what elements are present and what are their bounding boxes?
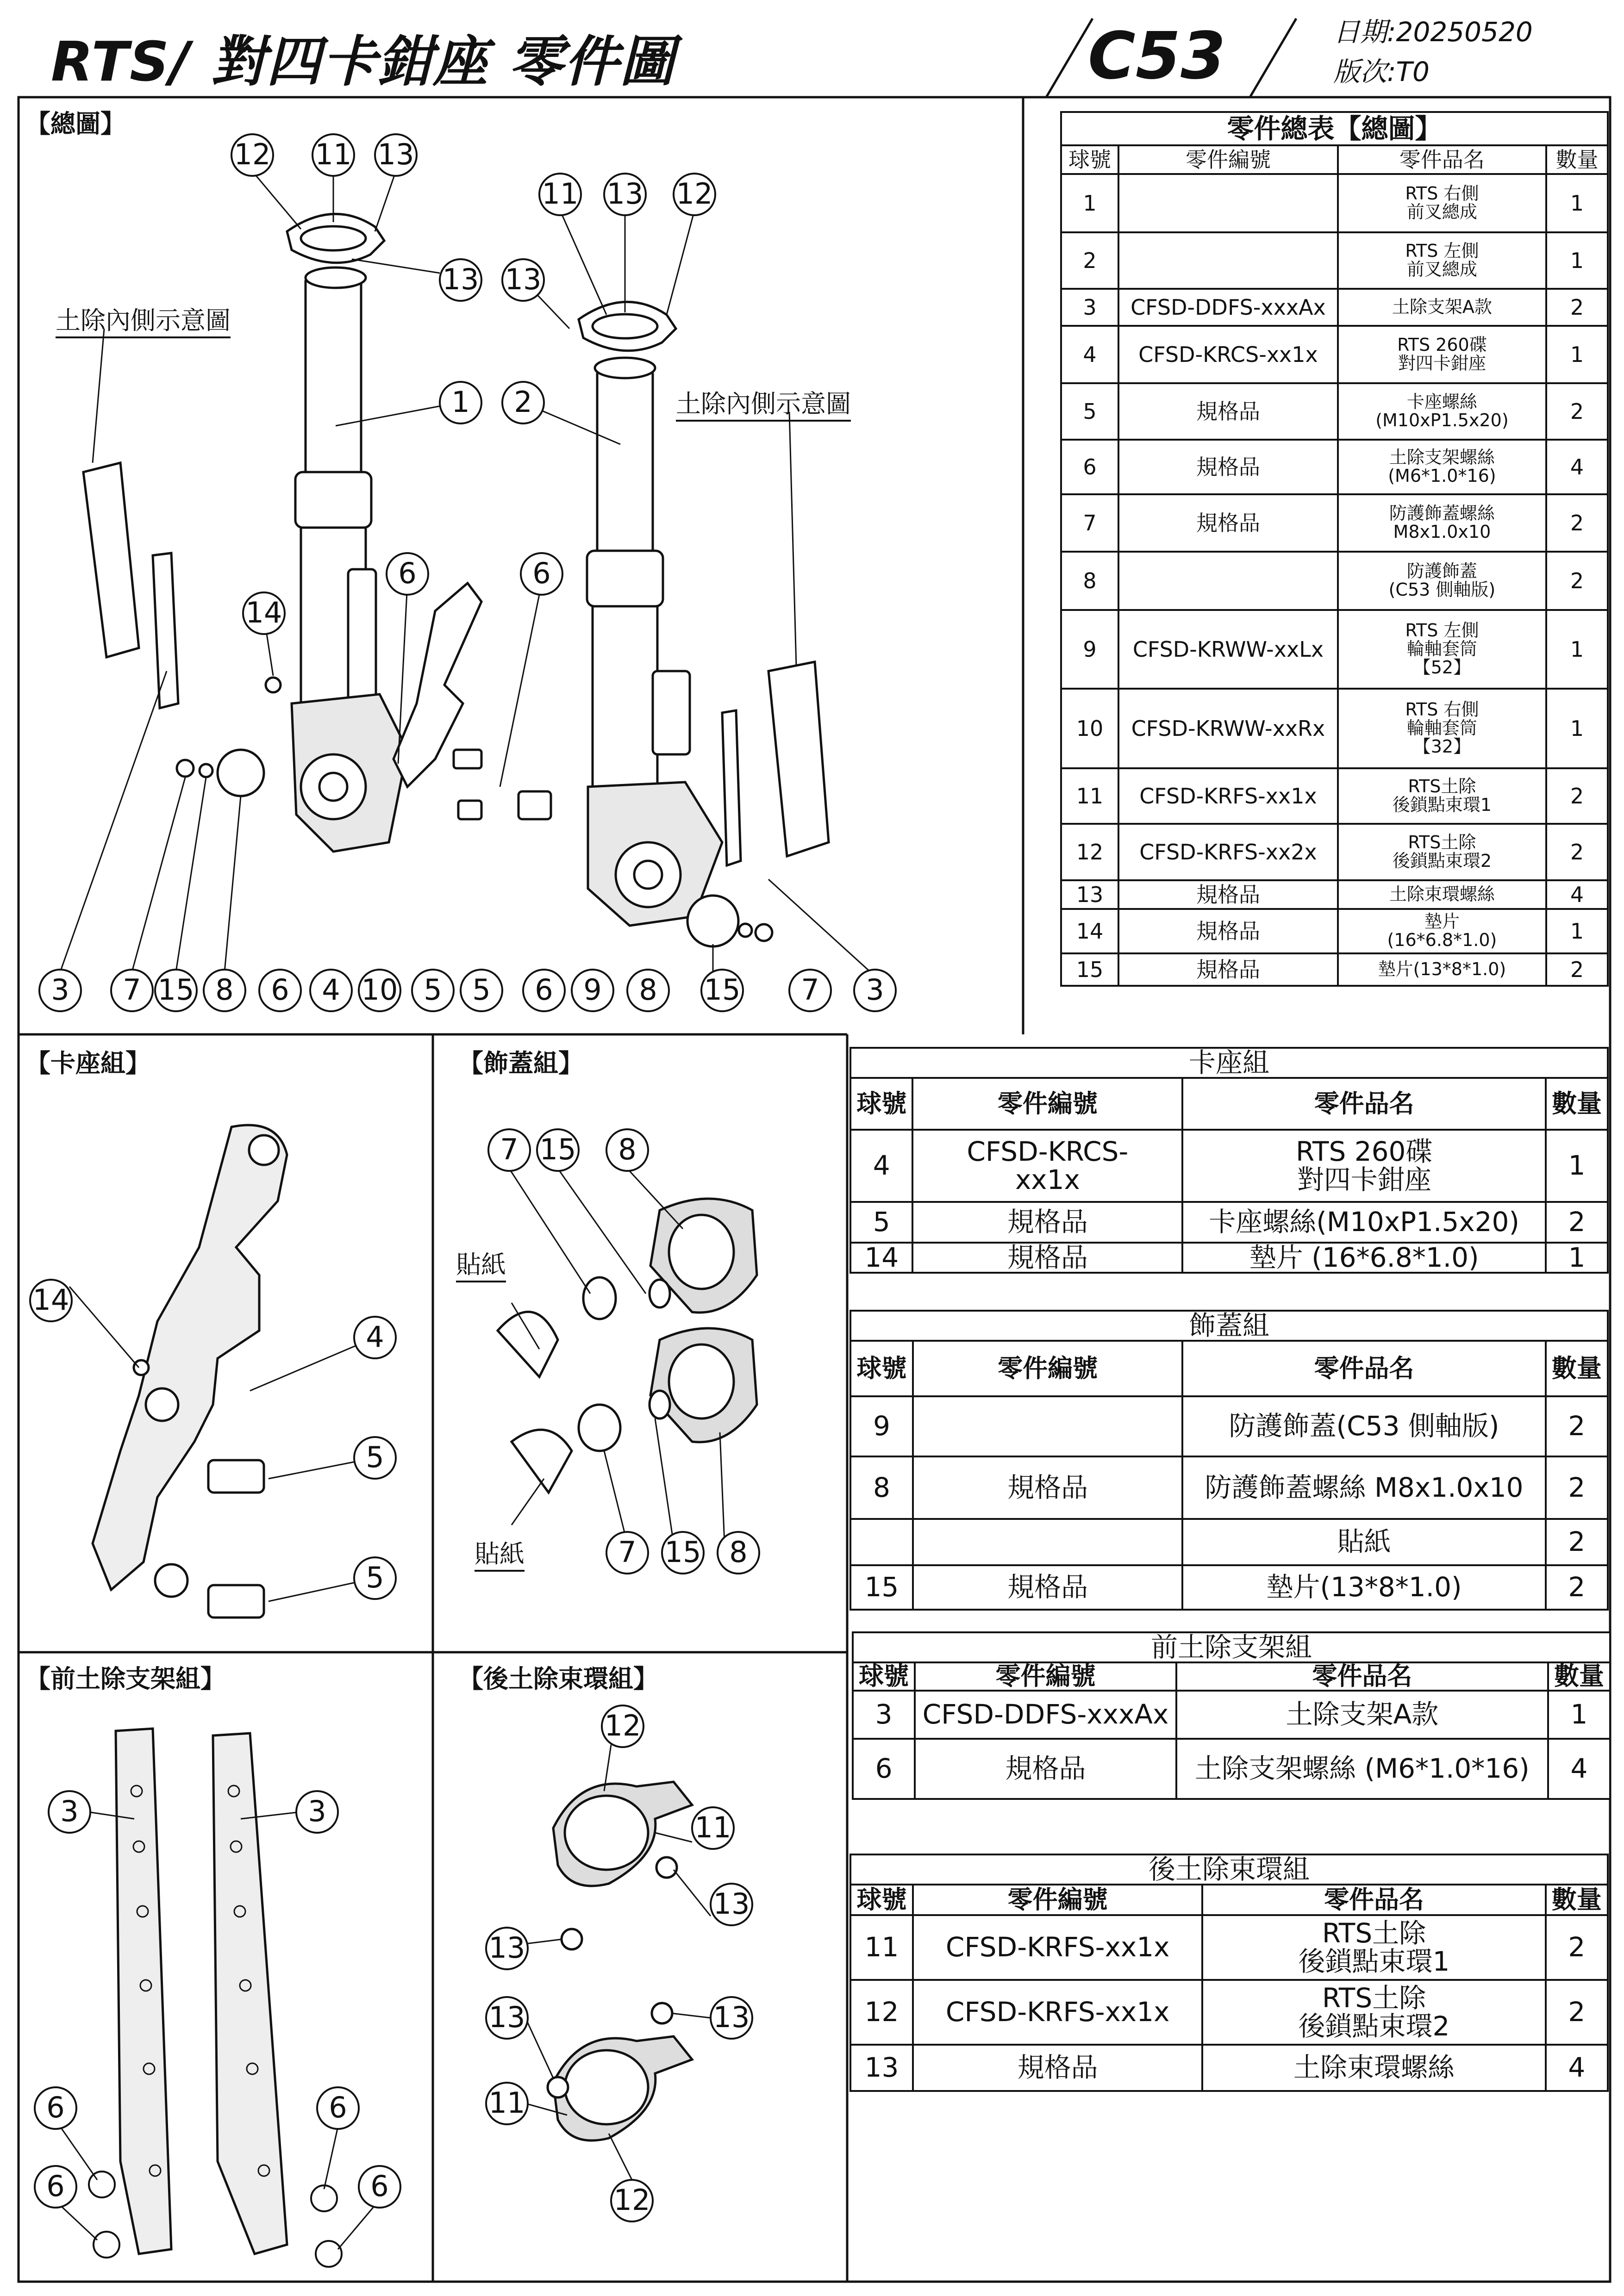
table-cell: 規格品 [915, 1739, 1176, 1799]
model-code: C53 [1088, 19, 1226, 94]
table-cell: RTS土除 後鎖點束環2 [1338, 824, 1546, 880]
callout-6: 6 [532, 556, 551, 590]
callout-12: 12 [676, 177, 713, 211]
table-row [1061, 824, 1608, 880]
callout-1: 1 [451, 385, 470, 419]
table-cell: 墊片(13*8*1.0) [1182, 1565, 1545, 1610]
table-cell: 13 [850, 2045, 913, 2091]
table-row [850, 1519, 1608, 1565]
callout-13: 13 [606, 177, 643, 211]
main-table-body [1061, 174, 1608, 986]
table-cell: 2 [1546, 552, 1608, 610]
callout-9: 9 [583, 973, 602, 1007]
table-cell: 14 [1061, 909, 1118, 953]
callout-13: 13 [377, 137, 414, 171]
table-row [850, 1396, 1608, 1456]
table-cell: 14 [850, 1243, 912, 1273]
callout-13: 13 [442, 262, 479, 296]
table-cell: 規格品 [913, 1456, 1183, 1519]
table-cell: 4 [1546, 2045, 1608, 2091]
callout-12: 12 [234, 137, 271, 171]
version-line: 版次:T0 [1333, 56, 1430, 87]
table-cell: 2 [1546, 383, 1608, 440]
table-cell: 6 [1061, 440, 1118, 494]
table-cell: CFSD-KRWW-xxRx [1118, 689, 1338, 768]
table-row [850, 1565, 1608, 1610]
column-header: 球號 [853, 1662, 915, 1691]
column-header: 零件品名 [1202, 1885, 1545, 1915]
cover-parts-table [849, 1310, 1609, 1611]
table-cell [1118, 174, 1338, 232]
table-cell: RTS 260碟 對四卡鉗座 [1338, 326, 1546, 383]
table-cell: 2 [1546, 768, 1608, 824]
table-row [1061, 440, 1608, 494]
callout-10: 10 [361, 973, 398, 1007]
table-cell: RTS 左側 前叉總成 [1338, 232, 1546, 289]
callout-3: 3 [60, 1794, 79, 1828]
column-header: 數量 [1546, 1885, 1608, 1915]
table-cell: 2 [1546, 1565, 1608, 1610]
table-row [1061, 610, 1608, 689]
table-cell: 防護飾蓋(C53 側軸版) [1182, 1396, 1545, 1456]
callout-11: 11 [694, 1811, 731, 1844]
table-cell: CFSD-KRCS-xx1x [1118, 326, 1338, 383]
table-cell: 8 [1061, 552, 1118, 610]
table-cell: RTS 右側 前叉總成 [1338, 174, 1546, 232]
table-cell: 規格品 [1118, 440, 1338, 494]
callout-13: 13 [488, 1931, 525, 1965]
column-header: 數量 [1546, 1078, 1608, 1130]
table-row [850, 2045, 1608, 2091]
column-header: 零件編號 [913, 1341, 1183, 1396]
table-cell: 2 [1546, 953, 1608, 986]
table-cell [850, 1519, 913, 1565]
table-cell: 卡座螺絲 (M10xP1.5x20) [1338, 383, 1546, 440]
table-cell: 11 [1061, 768, 1118, 824]
callout-14: 14 [245, 596, 282, 629]
callout-7: 7 [500, 1132, 518, 1166]
table-row [1061, 953, 1608, 986]
table-cell: CFSD-DDFS-xxxAx [1118, 289, 1338, 326]
table-cell: 1 [1546, 326, 1608, 383]
table-cell: 1 [1546, 610, 1608, 689]
table-cell: RTS土除 後鎖點束環2 [1202, 1980, 1545, 2045]
column-header: 零件品名 [1176, 1662, 1548, 1691]
table-caption: 飾蓋組 [850, 1311, 1608, 1341]
table-cell: 2 [1546, 824, 1608, 880]
table-cell: 10 [1061, 689, 1118, 768]
table-cell: 1 [1546, 1130, 1608, 1202]
sticker-label: 貼紙 [475, 1534, 525, 1572]
table-cell: 規格品 [912, 1243, 1182, 1273]
callout-6: 6 [271, 973, 289, 1007]
table-cell: 1 [1546, 232, 1608, 289]
table-cell: 土除束環螺絲 [1338, 880, 1546, 909]
table-cell: 規格品 [913, 1565, 1183, 1610]
callout-15: 15 [157, 973, 194, 1007]
callout-6: 6 [398, 556, 417, 590]
table-cell: 3 [853, 1691, 915, 1739]
callout-13: 13 [713, 2000, 750, 2034]
callout-5: 5 [424, 973, 442, 1007]
table-cell: 2 [1546, 1519, 1608, 1565]
table-cell: 5 [1061, 383, 1118, 440]
table-cell: 規格品 [1118, 494, 1338, 552]
callout-3: 3 [51, 973, 69, 1007]
table-cell: 15 [850, 1565, 913, 1610]
table-cell: 12 [850, 1980, 913, 2045]
table-row [853, 1691, 1610, 1739]
column-header: 零件品名 [1182, 1341, 1545, 1396]
callout-6: 6 [46, 2091, 65, 2124]
table-cell: CFSD-DDFS-xxxAx [915, 1691, 1176, 1739]
table-cell: 墊片 (16*6.8*1.0) [1338, 909, 1546, 953]
table-cell: CFSD-KRFS-xx1x [913, 1915, 1203, 1980]
table-row [1061, 689, 1608, 768]
table-cell: 4 [1548, 1739, 1610, 1799]
table-row [850, 1456, 1608, 1519]
callout-15: 15 [539, 1132, 576, 1166]
callout-8: 8 [618, 1132, 637, 1166]
inner-view-label-left: 土除內側示意圖 [56, 301, 231, 338]
callout-4: 4 [322, 973, 340, 1007]
table-cell: 卡座螺絲(M10xP1.5x20) [1182, 1202, 1546, 1243]
callout-13: 13 [488, 2000, 525, 2034]
table-cell: 6 [853, 1739, 915, 1799]
table-cell: RTS 左側 輪軸套筒 【52】 [1338, 610, 1546, 689]
table-cell: 土除支架A款 [1176, 1691, 1548, 1739]
table-cell: 防護飾蓋螺絲 M8x1.0x10 [1338, 494, 1546, 552]
table-row [850, 1980, 1608, 2045]
rear-clamp-table-body [850, 1915, 1608, 2091]
column-header: 球號 [850, 1078, 912, 1130]
table-cell: 2 [1546, 494, 1608, 552]
table-row [1061, 880, 1608, 909]
table-row [1061, 552, 1608, 610]
front-fender-table-body [853, 1691, 1610, 1799]
caliper-group-label: 【卡座組】 [25, 1049, 150, 1078]
column-header: 零件編號 [913, 1885, 1203, 1915]
table-cell: 土除支架A款 [1338, 289, 1546, 326]
table-cell: 15 [1061, 953, 1118, 986]
column-header: 數量 [1546, 145, 1608, 174]
table-cell: 1 [1546, 174, 1608, 232]
table-cell: 墊片 (16*6.8*1.0) [1182, 1243, 1546, 1273]
table-cell: RTS土除 後鎖點束環1 [1202, 1915, 1545, 1980]
column-header: 零件編號 [1118, 145, 1338, 174]
table-cell: 4 [1546, 880, 1608, 909]
column-header: 球號 [850, 1885, 913, 1915]
table-row [1061, 383, 1608, 440]
callout-7: 7 [618, 1535, 637, 1569]
column-header: 零件品名 [1182, 1078, 1546, 1130]
callout-8: 8 [729, 1535, 748, 1569]
table-cell [913, 1519, 1183, 1565]
callout-13: 13 [505, 262, 542, 296]
table-cell: 8 [850, 1456, 913, 1519]
table-row [1061, 326, 1608, 383]
table-row [1061, 289, 1608, 326]
table-caption: 卡座組 [850, 1048, 1608, 1078]
table-cell: RTS 260碟 對四卡鉗座 [1182, 1130, 1546, 1202]
table-row [850, 1130, 1608, 1202]
main-parts-table [1060, 111, 1609, 987]
table-cell: 9 [1061, 610, 1118, 689]
table-cell: 規格品 [913, 2045, 1203, 2091]
table-cell: CFSD-KRFS-xx1x [913, 1980, 1203, 2045]
column-header: 零件編號 [912, 1078, 1182, 1130]
table-cell: 12 [1061, 824, 1118, 880]
rear-clamp-group-label: 【後土除束環組】 [458, 1664, 658, 1693]
table-cell: 1 [1546, 909, 1608, 953]
table-cell: 9 [850, 1396, 913, 1456]
column-header: 數量 [1546, 1341, 1608, 1396]
callout-4: 4 [366, 1320, 384, 1354]
table-row [1061, 768, 1608, 824]
cover-group-label: 【飾蓋組】 [458, 1049, 583, 1078]
table-cell: 4 [850, 1130, 912, 1202]
table-cell: 2 [1546, 1915, 1608, 1980]
table-cell: 2 [1546, 1980, 1608, 2045]
table-cell: 11 [850, 1915, 913, 1980]
table-cell: 2 [1061, 232, 1118, 289]
table-cell: 規格品 [1118, 909, 1338, 953]
table-row [1061, 909, 1608, 953]
callout-6: 6 [46, 2169, 65, 2203]
table-cell: 13 [1061, 880, 1118, 909]
table-cell: 防護飾蓋螺絲 M8x1.0x10 [1182, 1456, 1545, 1519]
table-row [850, 1202, 1608, 1243]
table-cell: 7 [1061, 494, 1118, 552]
table-cell: 1 [1546, 1243, 1608, 1273]
callout-15: 15 [704, 973, 741, 1007]
front-fender-group-label: 【前土除支架組】 [25, 1664, 225, 1693]
callout-6: 6 [370, 2169, 389, 2203]
table-cell: CFSD-KRFS-xx2x [1118, 824, 1338, 880]
table-cell: 2 [1546, 1396, 1608, 1456]
table-cell: 3 [1061, 289, 1118, 326]
callout-3: 3 [308, 1794, 326, 1828]
sticker-label: 貼紙 [456, 1245, 506, 1282]
column-header: 球號 [1061, 145, 1118, 174]
table-cell: 土除支架螺絲 (M6*1.0*16) [1176, 1739, 1548, 1799]
table-cell: RTS土除 後鎖點束環1 [1338, 768, 1546, 824]
inner-view-label-right: 土除內側示意圖 [676, 384, 851, 422]
table-cell: CFSD-KRWW-xxLx [1118, 610, 1338, 689]
table-cell: RTS 右側 輪軸套筒 【32】 [1338, 689, 1546, 768]
table-cell: CFSD-KRFS-xx1x [1118, 768, 1338, 824]
table-caption: 零件總表【總圖】 [1061, 112, 1608, 145]
column-header: 零件品名 [1338, 145, 1546, 174]
callout-12: 12 [613, 2183, 650, 2217]
date-line: 日期:20250520 [1333, 16, 1533, 48]
table-cell: 規格品 [1118, 383, 1338, 440]
table-cell [1118, 232, 1338, 289]
table-cell: 規格品 [1118, 953, 1338, 986]
table-row [850, 1243, 1608, 1273]
table-cell: 1 [1061, 174, 1118, 232]
table-cell: 規格品 [1118, 880, 1338, 909]
table-cell: 2 [1546, 1202, 1608, 1243]
overview-label: 【總圖】 [25, 109, 125, 138]
table-cell: CFSD-KRCS- xx1x [912, 1130, 1182, 1202]
callout-6: 6 [329, 2091, 347, 2124]
table-caption: 後土除束環組 [850, 1854, 1608, 1885]
table-cell: 4 [1546, 440, 1608, 494]
table-cell: 墊片(13*8*1.0) [1338, 953, 1546, 986]
table-caption: 前土除支架組 [853, 1632, 1610, 1662]
callout-7: 7 [801, 973, 819, 1007]
table-row [850, 1915, 1608, 1980]
table-row [1061, 174, 1608, 232]
table-cell: 防護飾蓋 (C53 側軸版) [1338, 552, 1546, 610]
front-fender-parts-table [852, 1631, 1611, 1800]
callout-6: 6 [535, 973, 553, 1007]
table-cell: 5 [850, 1202, 912, 1243]
table-cell: 貼紙 [1182, 1519, 1545, 1565]
callout-14: 14 [32, 1283, 69, 1317]
table-cell: 1 [1546, 689, 1608, 768]
table-cell: 2 [1546, 289, 1608, 326]
caliper-table-body [850, 1130, 1608, 1273]
table-row [853, 1739, 1610, 1799]
table-row [1061, 494, 1608, 552]
callout-5: 5 [366, 1440, 384, 1474]
column-header: 零件編號 [915, 1662, 1176, 1691]
callout-2: 2 [514, 385, 532, 419]
callout-15: 15 [664, 1535, 701, 1569]
table-cell [1118, 552, 1338, 610]
callout-11: 11 [315, 137, 352, 171]
callout-11: 11 [542, 177, 579, 211]
table-cell: 規格品 [912, 1202, 1182, 1243]
column-header: 球號 [850, 1341, 913, 1396]
table-cell: 4 [1061, 326, 1118, 383]
callout-11: 11 [488, 2086, 525, 2120]
callout-3: 3 [866, 973, 884, 1007]
table-cell: 土除支架螺絲 (M6*1.0*16) [1338, 440, 1546, 494]
overview-callouts [0, 0, 1023, 1034]
table-row [1061, 232, 1608, 289]
callout-5: 5 [472, 973, 491, 1007]
callout-13: 13 [713, 1887, 750, 1921]
rear-clamp-parts-table [849, 1854, 1609, 2092]
caliper-parts-table [849, 1047, 1609, 1274]
callout-7: 7 [123, 973, 141, 1007]
callout-5: 5 [366, 1561, 384, 1594]
callout-8: 8 [639, 973, 657, 1007]
callout-8: 8 [215, 973, 234, 1007]
table-cell [913, 1396, 1183, 1456]
table-cell: 2 [1546, 1456, 1608, 1519]
callout-12: 12 [604, 1709, 641, 1742]
table-cell: 土除束環螺絲 [1202, 2045, 1545, 2091]
page-title: RTS/ 對四卡鉗座 零件圖 [51, 30, 675, 93]
table-cell: 1 [1548, 1691, 1610, 1739]
cover-table-body [850, 1396, 1608, 1610]
column-header: 數量 [1548, 1662, 1610, 1691]
